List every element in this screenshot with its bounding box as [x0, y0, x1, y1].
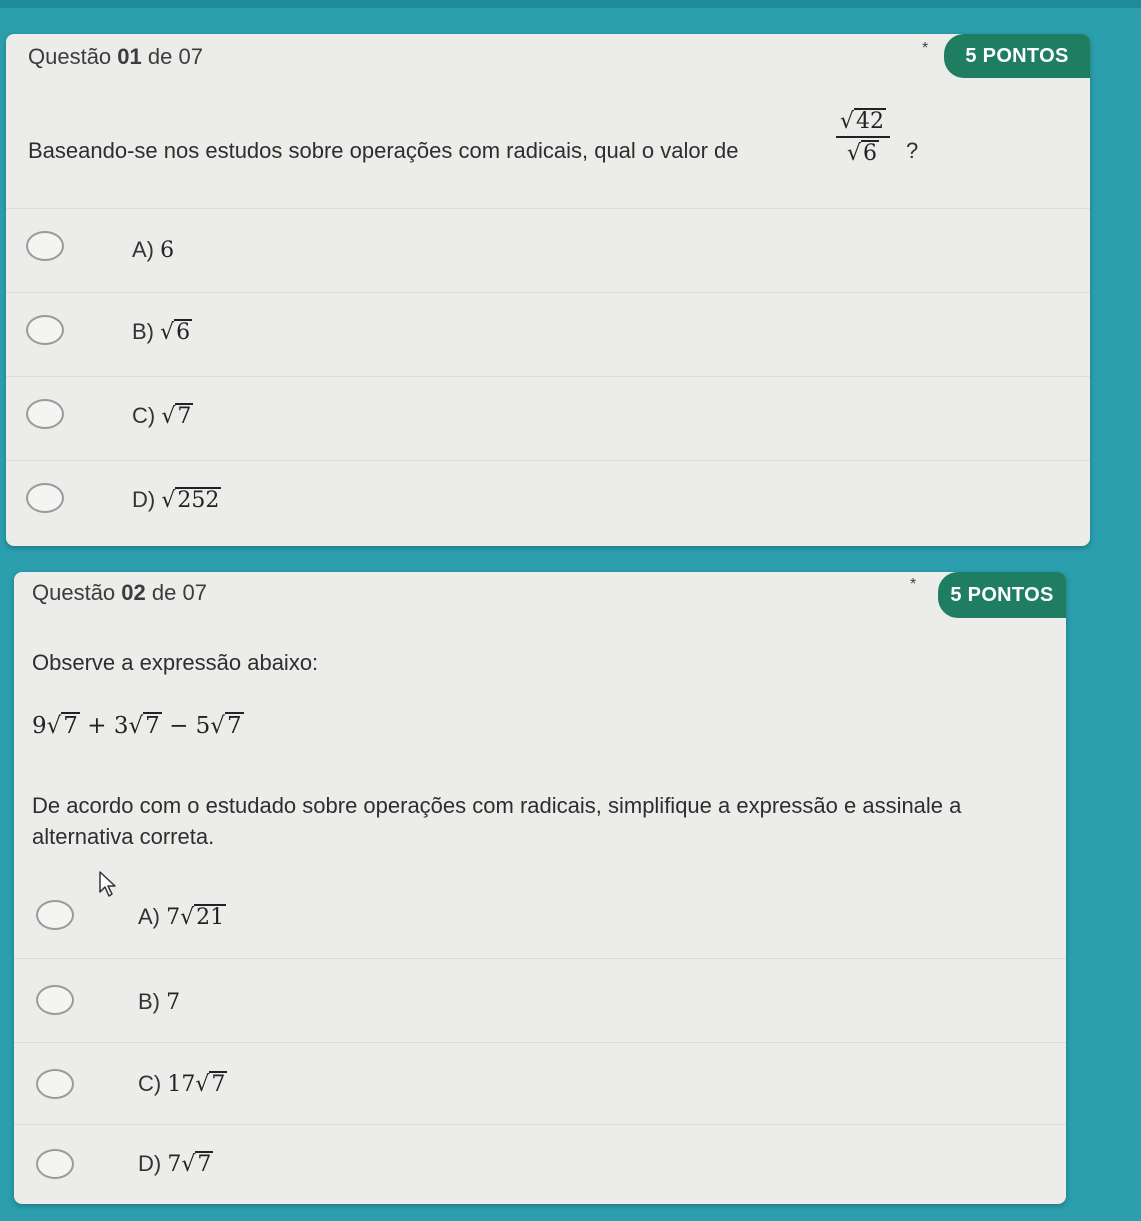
- question-number: Questão 02 de 07: [32, 580, 207, 605]
- question-stem: De acordo com o estudado sobre operações com radicais, simplifique a expressão e assinale a alternativa correta.: [32, 793, 962, 849]
- option-c[interactable]: [6, 376, 1090, 461]
- mouse-cursor-icon: [98, 870, 118, 898]
- fraction: √42 √6: [836, 108, 890, 166]
- radio-button[interactable]: [26, 483, 64, 513]
- option-label: C) 17√7: [138, 1071, 226, 1097]
- option-label: A) 7√21: [138, 904, 225, 930]
- option-d[interactable]: [6, 460, 1090, 545]
- radio-button[interactable]: [36, 1069, 74, 1099]
- required-mark: *: [922, 40, 929, 57]
- question-intro: Observe a expressão abaixo:: [32, 650, 319, 675]
- question-card-1: [6, 34, 1090, 546]
- radio-button[interactable]: [36, 1149, 74, 1179]
- option-c[interactable]: [14, 1042, 1066, 1127]
- option-b[interactable]: [6, 292, 1090, 377]
- question-number: Questão 01 de 07: [28, 44, 203, 69]
- points-badge: 5 PONTOS: [944, 34, 1090, 78]
- option-a[interactable]: [6, 208, 1090, 293]
- radio-button[interactable]: [26, 315, 64, 345]
- radio-button[interactable]: [26, 231, 64, 261]
- option-label: D) √252: [132, 487, 220, 513]
- top-bar: [0, 0, 1141, 8]
- question-stem: Baseando-se nos estudos sobre operações com radicais, qual o valor de: [28, 138, 739, 163]
- radio-button[interactable]: [36, 985, 74, 1015]
- option-label: B) 7: [138, 989, 181, 1015]
- option-label: C) √7: [132, 403, 192, 429]
- radio-button[interactable]: [26, 399, 64, 429]
- option-label: B) √6: [132, 319, 191, 345]
- radio-button[interactable]: [36, 900, 74, 930]
- option-label: A) 6: [132, 237, 175, 263]
- option-d[interactable]: [14, 1124, 1066, 1204]
- expression: 9√7 + 3√7 − 5√7: [32, 713, 242, 739]
- question-mark: ?: [906, 138, 919, 163]
- required-mark: *: [910, 576, 917, 593]
- option-b[interactable]: [14, 958, 1066, 1043]
- question-card-2: [14, 572, 1066, 1204]
- option-a[interactable]: [14, 870, 1066, 954]
- option-label: D) 7√7: [138, 1151, 212, 1177]
- points-badge: 5 PONTOS: [938, 572, 1066, 618]
